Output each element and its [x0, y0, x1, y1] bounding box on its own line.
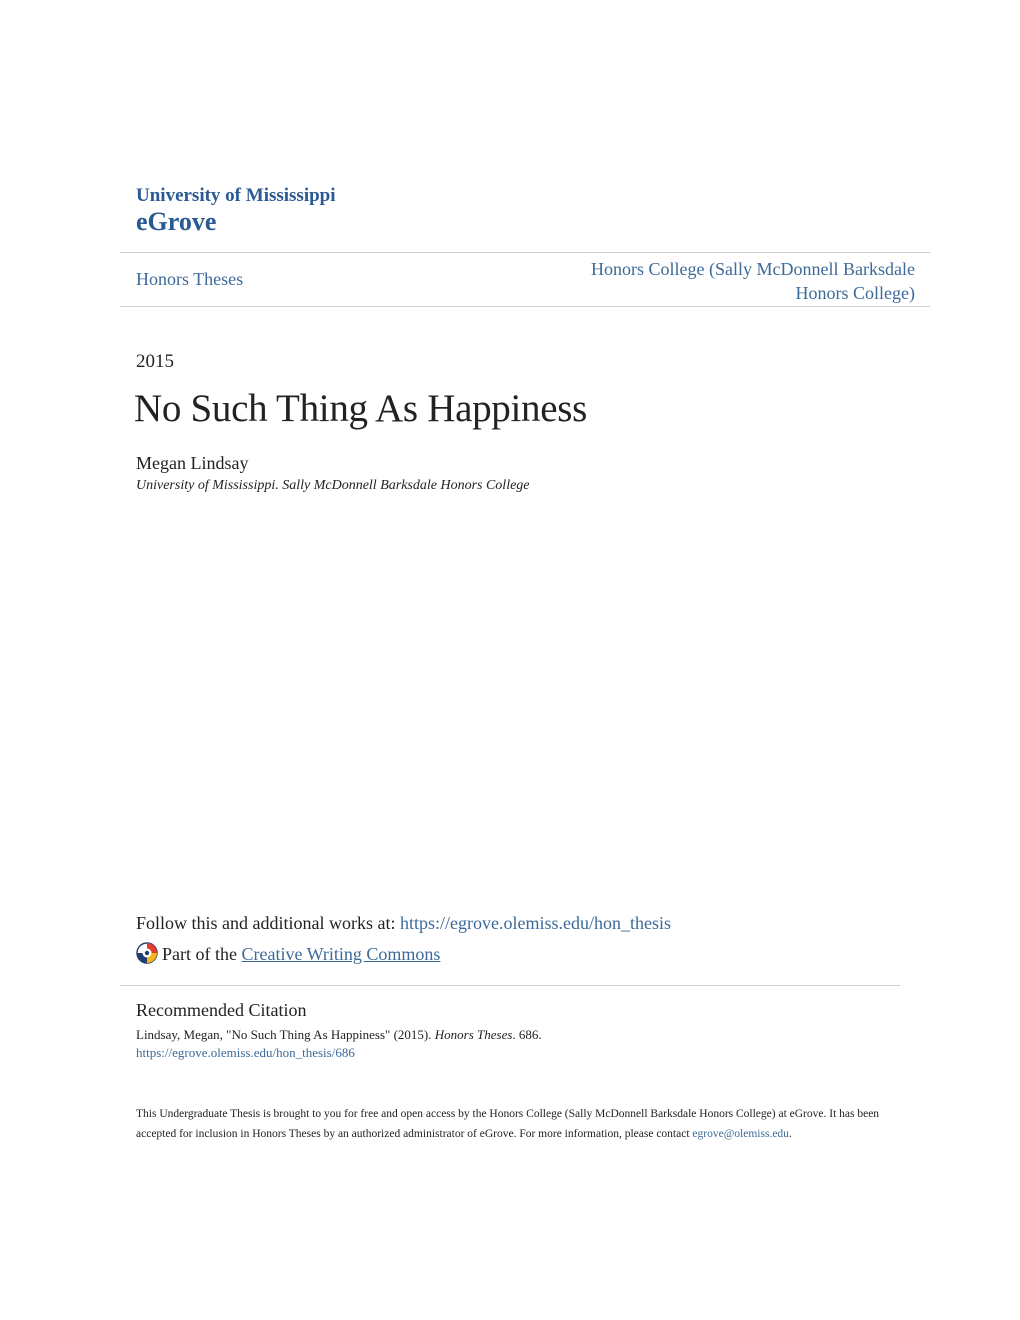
citation-url-link[interactable]: https://egrove.olemiss.edu/hon_thesis/686	[136, 1045, 355, 1060]
part-of-prefix: Part of the	[162, 944, 242, 964]
egrove-link[interactable]: eGrove	[136, 207, 217, 236]
network-commons-icon	[136, 942, 158, 964]
author-affiliation: University of Mississippi. Sally McDonnell Barksdale Honors College	[136, 478, 530, 493]
citation-series: Honors Theses	[434, 1027, 513, 1042]
department-link[interactable]: Honors College (Sally McDonnell Barksdale Honors College)	[591, 259, 915, 303]
access-statement-text: This Undergraduate Thesis is brought to you for free and open access by the Honors College (Sally McDonnell Barksdale Honors College) at eGrove. It has been accepted for inclusion in Honors Theses by an authorized administrator of eGrove. For more information, please contact	[136, 1108, 880, 1140]
collection-link[interactable]: Honors Theses	[136, 269, 244, 289]
access-statement	[136, 1104, 896, 1144]
series-bar	[120, 252, 930, 307]
citation-text	[136, 1027, 542, 1043]
citation-heading: Recommended Citation	[136, 1000, 307, 1020]
follow-url-link[interactable]: https://egrove.olemiss.edu/hon_thesis	[399, 913, 671, 933]
publication-year: 2015	[136, 351, 174, 372]
university-link[interactable]: University of Mississippi	[136, 185, 336, 206]
access-statement-end: .	[788, 1128, 792, 1140]
citation-text-suffix: . 686.	[512, 1027, 542, 1042]
repository-header	[136, 186, 336, 235]
contact-email-link[interactable]: egrove@olemiss.edu	[692, 1128, 789, 1140]
divider	[120, 985, 900, 986]
part-of-line	[136, 942, 440, 965]
author-name: Megan Lindsay	[136, 453, 249, 473]
follow-line	[136, 913, 671, 934]
follow-prefix: Follow this and additional works at:	[136, 913, 400, 933]
paper-title: No Such Thing As Happiness	[134, 387, 587, 430]
creative-writing-commons-link[interactable]: Creative Writing Commons	[241, 944, 441, 964]
citation-text-prefix: Lindsay, Megan, "No Such Thing As Happiness" (2015).	[136, 1027, 435, 1042]
